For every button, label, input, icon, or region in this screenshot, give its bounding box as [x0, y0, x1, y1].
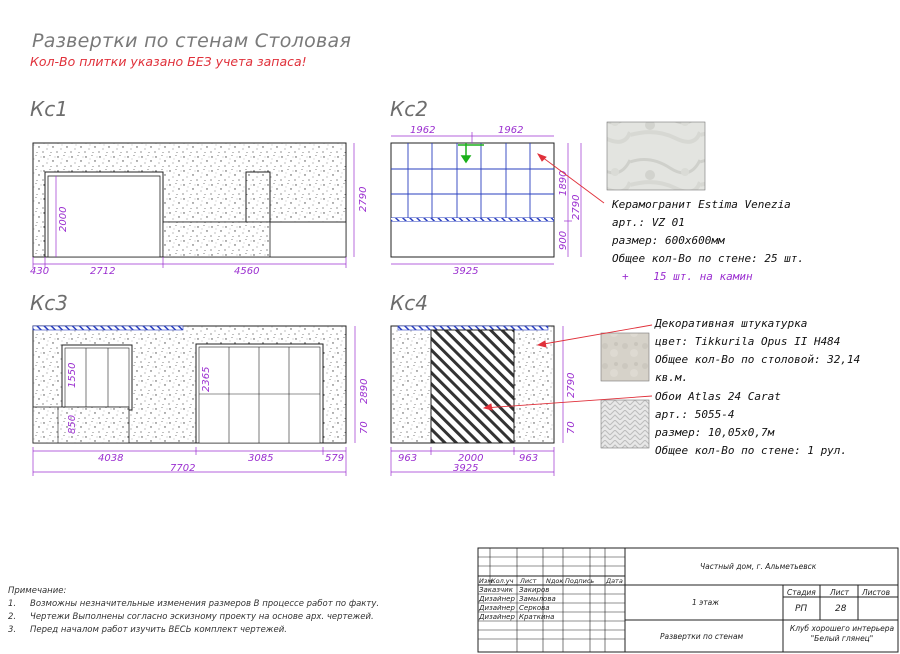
kc1-dim-door-height: 2000 — [58, 206, 69, 232]
wallpaper-line-4: Общее кол-Во по стене: 1 рул. — [655, 444, 848, 457]
tile-line-4: Общее кол-Во по стене: 25 шт. — [612, 252, 805, 265]
tb-role-4: Дизайнер — [479, 613, 515, 621]
material-tile — [612, 196, 804, 286]
kc3-dim-window: 1550 — [67, 362, 78, 388]
tb-col-4: Подпись — [565, 577, 595, 585]
tb-col-0: Изм. — [479, 577, 495, 585]
notes-heading: Примечание: — [8, 586, 67, 596]
tb-col-5: Дата — [606, 577, 623, 585]
tile-line-2: арт.: VZ 01 — [612, 216, 685, 229]
tb-name-2: Замылова — [519, 595, 556, 603]
plaster-line-1: Декоративная штукатурка — [655, 317, 808, 330]
wall-label-kc3: Кс3 — [30, 291, 68, 315]
kc1-dim-left: 430 — [30, 266, 50, 277]
kc3-dim-seg2: 3085 — [248, 453, 274, 464]
kc3-dim-door: 2365 — [201, 366, 212, 392]
wallpaper-line-1: Обои Atlas 24 Carat — [655, 390, 781, 403]
tb-role-2: Дизайнер — [479, 595, 515, 603]
tb-name-3: Серкова — [519, 604, 550, 612]
wall-label-kc2: Кс2 — [390, 97, 428, 121]
kc1-dim-door: 2712 — [90, 266, 116, 277]
kc2-dim-total: 2790 — [571, 194, 582, 220]
kc3-dim-seg3: 579 — [325, 453, 345, 464]
tb-col-1: Кол.уч — [491, 577, 514, 585]
tile-swatch — [607, 122, 705, 190]
note-num-3: 3. — [8, 625, 17, 635]
tb-stage: РП — [795, 604, 808, 614]
wall-kc1 — [30, 143, 369, 277]
tb-role-3: Дизайнер — [479, 604, 515, 612]
tb-project: Частный дом, г. Альметьевск — [700, 562, 817, 571]
tb-sheet-label: Лист — [830, 588, 850, 597]
kc4-dim-left: 963 — [398, 453, 418, 464]
kc2-dim-top-left: 1962 — [410, 125, 436, 136]
note-num-1: 1. — [8, 599, 17, 609]
tb-stage-label: Стадия — [787, 588, 816, 597]
kc3-dim-height: 2890 — [359, 378, 370, 404]
tb-col-2: Лист — [520, 577, 537, 585]
wall-label-kc4: Кс4 — [390, 291, 428, 315]
kc3-dim-top: 70 — [359, 421, 370, 434]
kc3-dim-seg1: 4038 — [98, 453, 124, 464]
note-num-2: 2. — [8, 612, 17, 622]
wall-kc4 — [391, 326, 577, 476]
tile-line-1: Керамогранит Estima Venezia — [612, 198, 791, 211]
kc2-dim-bottom: 3925 — [453, 266, 479, 277]
wallpaper-swatch — [601, 400, 649, 448]
tb-sheet-name: Развертки по стенам — [660, 632, 744, 641]
wall-kc3 — [33, 326, 370, 476]
kc2-dim-upper: 1890 — [558, 170, 569, 196]
kc4-dim-mid: 2000 — [458, 453, 484, 464]
plaster-line-2: цвет: Tikkurila Opus II H484 — [655, 335, 841, 348]
tb-company: Клуб хорошего интерьера "Белый глянец" — [789, 624, 895, 643]
tile-extra-plus: + — [622, 270, 629, 283]
note-text-3: Перед началом работ изучить ВЕСЬ комплект чертежей. — [30, 625, 287, 635]
kc2-dim-top-right: 1962 — [498, 125, 524, 136]
note-text-1: Возможны незначительные изменения размеров В процессе работ по факту. — [30, 599, 380, 609]
kc3-dim-total: 7702 — [170, 463, 196, 474]
kc1-dim-right: 4560 — [234, 266, 260, 277]
tile-line-3: размер: 600x600мм — [612, 234, 725, 247]
wall-kc2 — [391, 125, 582, 277]
kc4-dim-total: 3925 — [453, 463, 479, 474]
tb-name-4: Краткина — [519, 613, 555, 621]
kc1-dim-height: 2790 — [358, 186, 369, 212]
wall-label-kc1: Кс1 — [30, 97, 68, 121]
wallpaper-line-3: размер: 10,05x0,7м — [655, 426, 775, 439]
kc4-dim-top: 70 — [566, 421, 577, 434]
wallpaper-line-2: арт.: 5055-4 — [655, 408, 735, 421]
plaster-line-3: Общее кол-Во по столовой: 32,14 кв.м. — [655, 353, 861, 384]
plaster-swatch — [601, 333, 649, 381]
kc4-dim-height: 2790 — [566, 372, 577, 398]
tb-floor: 1 этаж — [692, 598, 719, 607]
material-wallpaper — [655, 388, 847, 460]
material-plaster — [655, 315, 900, 387]
tb-name-1: Закиров — [519, 586, 550, 594]
tile-extra-text: 15 шт. на камин — [653, 270, 753, 283]
tb-sheet: 28 — [835, 604, 847, 614]
tb-sheets-label: Листов — [862, 588, 891, 597]
notes — [8, 585, 468, 637]
tb-role-1: Заказчик — [479, 586, 513, 594]
kc2-dim-lower: 900 — [558, 230, 569, 250]
page-subtitle: Кол-Во плитки указано БЕЗ учета запаса! — [30, 54, 307, 69]
kc4-dim-right: 963 — [519, 453, 539, 464]
page-title: Развертки по стенам Столовая — [32, 30, 352, 52]
kc3-dim-sill: 850 — [67, 414, 78, 434]
note-text-2: Чертежи Выполнены согласно эскизному проекту на основе арх. чертежей. — [30, 612, 374, 622]
tb-col-3: Nдок — [546, 577, 564, 585]
